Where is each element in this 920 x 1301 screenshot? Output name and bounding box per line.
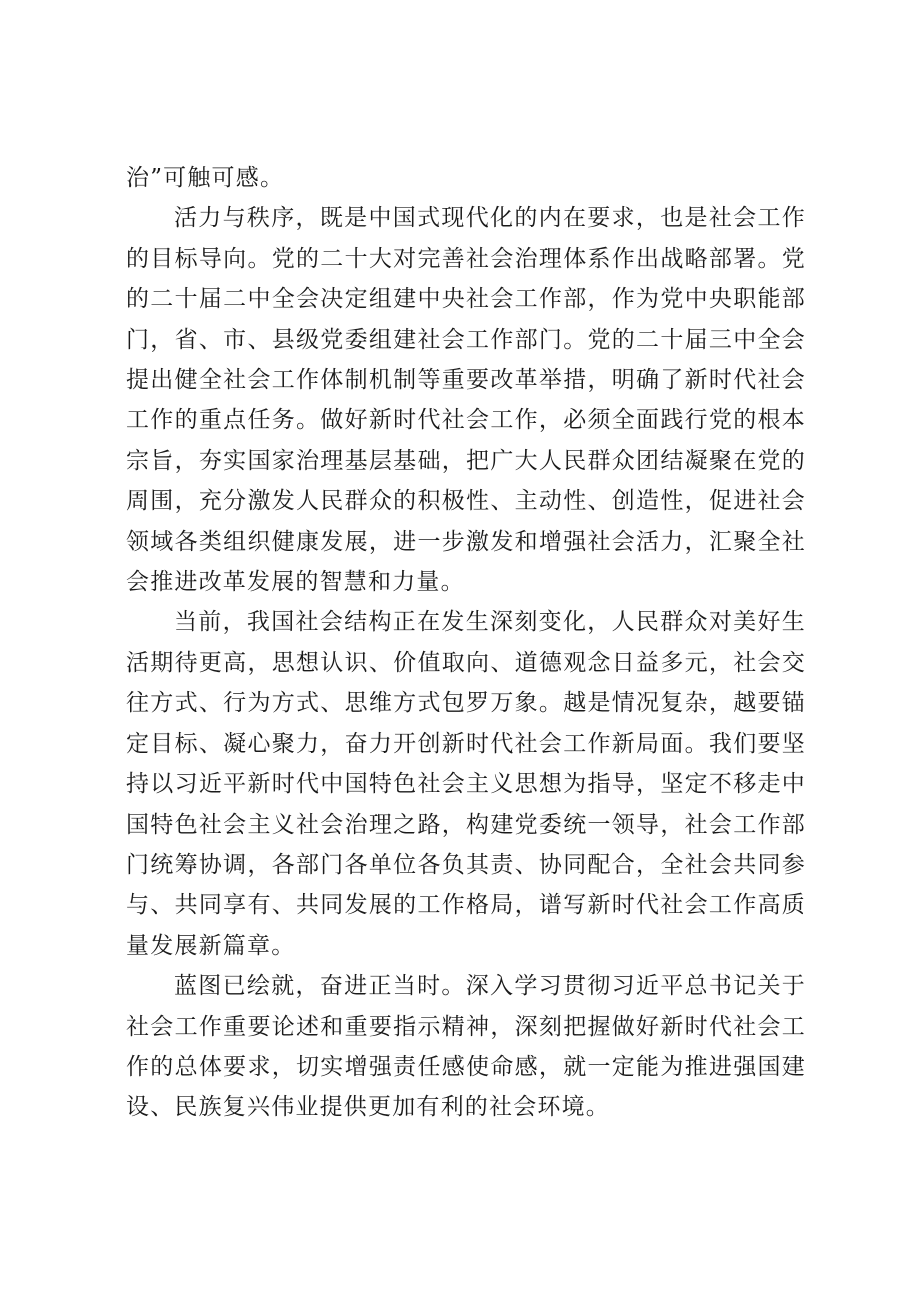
paragraph-current-situation: 当前，我国社会结构正在发生深刻变化，人民群众对美好生活期待更高，思想认识、价值取向、道德观念日益多元，社会交往方式、行为方式、思维方式包罗万象。越是情况复杂，越要锚定目标、凝心聚力，奋力开创新时代社会工作新局面。我们要坚持以习近平新时代中国特色社会主义思想为指导，坚定不移走中国特色社会主义社会治理之路，构建党委统一领导，社会工作部门统筹协调，各部门各单位各负其责、协同配合，全社会共同参与、共同享有、共同发展的工作格局，谱写新时代社会工作高质量发展新篇章。 <box>126 609 806 959</box>
paragraph-vitality-and-order: 活力与秩序，既是中国式现代化的内在要求，也是社会工作的目标导向。党的二十大对完善社会治理体系作出战略部署。党的二十届二中全会决定组建中央社会工作部，作为党中央职能部门，省、市、县级党委组建社会工作部门。党的二十届三中全会提出健全社会工作体制机制等重要改革举措，明确了新时代社会工作的重点任务。做好新时代社会工作，必须全面践行党的根本宗旨，夯实国家治理基层基础，把广大人民群众团结凝聚在党的周围，充分激发人民群众的积极性、主动性、创造性，促进社会领域各类组织健康发展，进一步激发和增强社会活力，汇聚全社会推进改革发展的智慧和力量。 <box>126 205 806 596</box>
paragraph-continuation: 治”可触可感。 <box>126 165 285 191</box>
paragraph-blueprint: 蓝图已绘就，奋进正当时。深入学习贯彻习近平总书记关于社会工作重要论述和重要指示精神，深刻把握做好新时代社会工作的总体要求，切实增强责任感使命感，就一定能为推进强国建设、民族复兴伟业提供更加有利的社会环境。 <box>126 973 806 1121</box>
document-body <box>126 158 806 1128</box>
